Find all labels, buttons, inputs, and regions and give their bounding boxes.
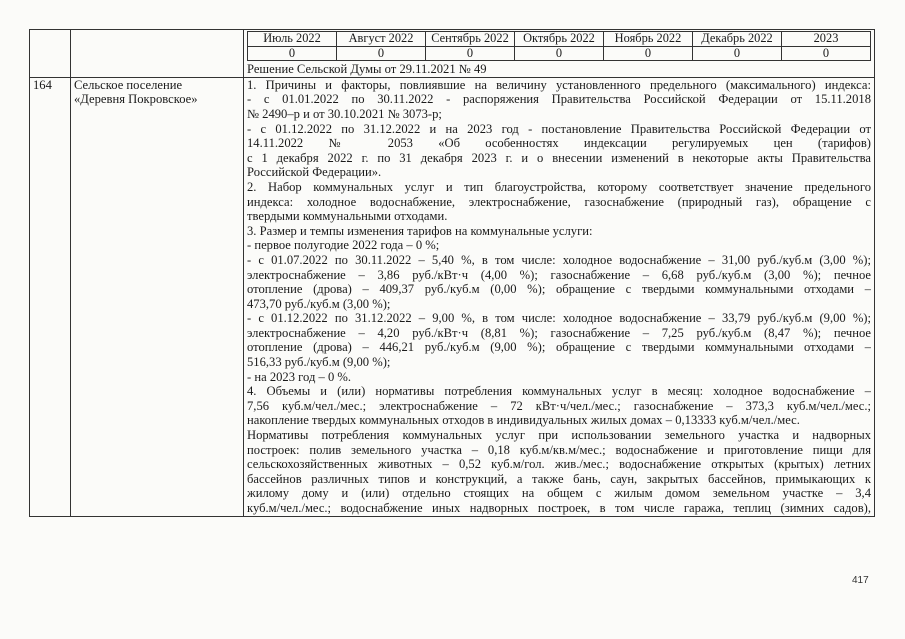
page-number: 417 <box>852 575 869 586</box>
month-header: Июль 2022 <box>248 32 337 47</box>
text-line: твердыми коммунальными отходами. <box>247 209 448 224</box>
text-line: индекса: холодное водоснабжение, электроснабжение, газоснабжение (природный газ), обращение с <box>247 194 871 209</box>
text-line: 2. Набор коммунальных услуг и тип благоустройства, которому соответствует значение предельного <box>247 179 871 194</box>
month-header-row <box>248 32 871 47</box>
text-line: куб.м/чел./мес.; водоснабжение иных надворных построек, в том числе гаража, теплиц (зимних садов), <box>247 501 871 515</box>
month-header: Август 2022 <box>337 32 426 47</box>
month-value: 0 <box>782 46 871 61</box>
text-line: построек: полив земельного участка – 0,18 куб.м/кв.м/мес.; водоснабжение и приготовление пищи для <box>247 442 871 457</box>
tariff-table <box>29 29 875 517</box>
text-line: - с 01.07.2022 по 30.11.2022 – 5,40 %, в том числе: холодное водоснабжение – 31,00 руб./куб.м (3,00 %); <box>247 252 871 267</box>
table-row <box>30 30 875 78</box>
row-number: 164 <box>30 77 71 516</box>
text-line: 3. Размер и темпы изменения тарифов на коммунальные услуги: <box>247 223 593 238</box>
month-value-row <box>248 46 871 61</box>
text-line: электроснабжение – 3,86 руб./кВт·ч (4,00 %); газоснабжение – 6,68 руб./куб.м (3,00 %); печное <box>247 267 871 282</box>
table-row <box>30 77 875 516</box>
text-line: жилому дому и (или) отдельно стоящих на общем с жилым домом земельном участке – 3,4 <box>247 486 871 501</box>
month-header: Сентябрь 2022 <box>426 32 515 47</box>
text-line: - с 01.12.2022 по 31.12.2022 – 9,00 %, в том числе: холодное водоснабжение – 33,79 руб./куб.м (9,00 %); <box>247 311 871 326</box>
text-line: 516,33 руб./куб.м (9,00 %); <box>247 355 391 370</box>
month-header: 2023 <box>782 32 871 47</box>
text-line: 4. Объемы и (или) нормативы потребления коммунальных услуг в месяц: холодное водоснабжение – <box>247 384 871 399</box>
month-value: 0 <box>693 46 782 61</box>
settlement-cell-empty <box>71 30 244 78</box>
month-header: Октябрь 2022 <box>515 32 604 47</box>
text-line: Нормативы потребления коммунальных услуг при использовании земельного участка и надворных <box>247 428 871 443</box>
text-line: 7,56 куб.м/чел./мес.; электроснабжение – 72 кВт·ч/чел./мес.; газоснабжение – 373,3 куб.м/чел./мес.; <box>247 398 871 413</box>
month-value: 0 <box>248 46 337 61</box>
description-cell <box>244 77 875 516</box>
text-line: бассейнов различных типов и конструкций, а также бань, саун, закрытых бассейнов, примыкающих к <box>247 471 871 486</box>
month-value: 0 <box>337 46 426 61</box>
text-line: электроснабжение – 4,20 руб./кВт·ч (8,81 %); газоснабжение – 7,25 руб./куб.м (8,47 %); печное <box>247 325 871 340</box>
text-line: отопление (дрова) – 409,37 руб./куб.м (0,00 %); обращение с твердыми коммунальными отходами – <box>247 282 871 297</box>
resolution-text: Решение Сельской Думы от 29.11.2021 № 49 <box>247 62 487 77</box>
text-line: 473,70 руб./куб.м (3,00 %); <box>247 296 391 311</box>
monthly-index-table <box>247 31 871 61</box>
settlement-name <box>71 77 244 516</box>
text-line: - первое полугодие 2022 года – 0 %; <box>247 238 440 253</box>
month-value: 0 <box>426 46 515 61</box>
month-value: 0 <box>515 46 604 61</box>
text-line: отопление (дрова) – 446,21 руб./куб.м (9,00 %); обращение с твердыми коммунальными отходами – <box>247 340 871 355</box>
text-line: № 2490–р и от 30.10.2021 № 3073-р; <box>247 106 442 121</box>
text-line: накопление твердых коммунальных отходов в индивидуальных жилых домах – 0,13333 куб.м/чел./мес. <box>247 413 800 428</box>
text-line: - с 01.12.2022 по 31.12.2022 и на 2023 год - постановление Правительства Российской Федерации от <box>247 121 871 136</box>
settlement-name-line-2: «Деревня Покровское» <box>74 92 198 107</box>
text-line: - с 01.01.2022 по 30.11.2022 - распоряжения Правительства Российской Федерации от 15.11.2018 <box>247 92 871 107</box>
month-header: Ноябрь 2022 <box>604 32 693 47</box>
row-number-cell-empty <box>30 30 71 78</box>
text-line: сельскохозяйственных животных – 0,52 куб.м/гол. жив./мес.; водоснабжение открытых (крытых) летних <box>247 457 871 472</box>
month-header: Декабрь 2022 <box>693 32 782 47</box>
text-line: с 1 декабря 2022 г. по 31 декабря 2023 г. и о внесении изменений в некоторые акты Правительства <box>247 150 871 165</box>
settlement-name-line-1: Сельское поселение <box>74 77 183 92</box>
index-cell <box>244 30 875 78</box>
text-line: 1. Причины и факторы, повлиявшие на величину установленного предельного (максимального) индекса: <box>247 77 871 92</box>
text-line: Российской Федерации». <box>247 165 382 180</box>
text-line: 14.11.2022 № 2053 «Об особенностях индексации регулируемых цен (тарифов) <box>247 136 871 151</box>
text-line: - на 2023 год – 0 %. <box>247 369 352 384</box>
month-value: 0 <box>604 46 693 61</box>
